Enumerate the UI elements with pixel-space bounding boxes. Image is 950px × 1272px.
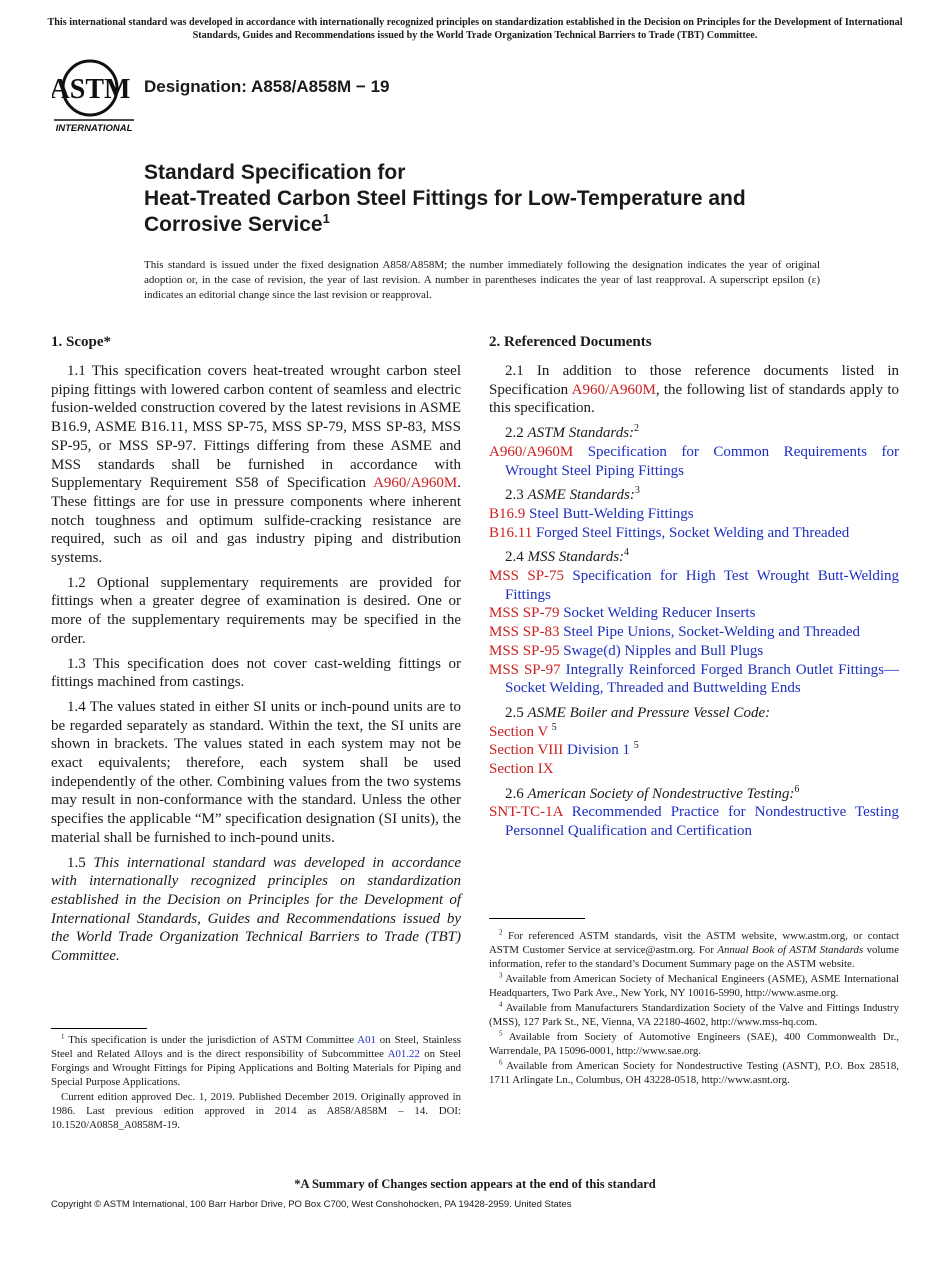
ref-group-footnote-mark: 6 (794, 783, 800, 795)
ref-code-link[interactable]: MSS SP-95 (489, 642, 560, 659)
ref-group-footnote-mark: 3 (634, 485, 640, 497)
ref-code-link[interactable]: Section V (489, 723, 549, 740)
ref-code-link[interactable]: Section VIII (489, 742, 564, 759)
scope-para-1-4: 1.4 The values stated in either SI units or inch-pound units are to be regarded separately as standard. Within the text, the SI units are shown in brackets. The values stated in each system may not be exact equivalents; therefore, each system shall be used independently of the other. Combining values from the two systems may result in non-conformance with the standard. Unless the other specifies the applicable “M” specification designation (SI units), the material shall be furnished to inch-pound units. (51, 698, 461, 846)
ref-title-link[interactable]: Specification for Common Requirements for Wrought Steel Piping Fittings (505, 443, 899, 479)
issue-statement: This standard is issued under the fixed designation A858/A858M; the number immediately following the designation indicates the year of original adoption or, in the case of revision, the year of last revision. A number in parentheses indicates the year of last reapproval. A superscript epsilon (ε) indicates an editorial change since the last revision or reapproval. (144, 259, 820, 301)
footnotes-right (489, 929, 899, 1088)
footnote-1-text-a: This specification is under the jurisdiction of ASTM Committee (68, 1034, 358, 1046)
summary-of-changes-note: *A Summary of Changes section appears at the end of this standard (294, 1177, 656, 1191)
ref-code-link[interactable]: SNT-TC-1A (489, 804, 563, 821)
footnote-5 (489, 1030, 899, 1058)
footnote-text: Available from American Society of Mechanical Engineers (ASME), ASME International Headquarters, Two Park Ave., New York, NY 10016-5990, http://www.asme.org. (489, 973, 899, 999)
footnotes-left (51, 1033, 461, 1133)
ref-list (489, 443, 899, 480)
ref-group-number: 2.3 (505, 487, 528, 504)
ref-title-link[interactable]: Steel Pipe Unions, Socket-Welding and Threaded (563, 624, 860, 641)
footnote-2 (489, 929, 899, 971)
footnote-text-tail: volume information, refer to the standard’s Document Summary page on the ASTM website. (489, 944, 899, 970)
copyright-line: Copyright © ASTM International, 100 Barr Harbor Drive, PO Box C700, West Conshohocken, PA 19428-2959. United States (51, 1199, 572, 1210)
ref-title-link[interactable]: Division 1 (567, 742, 630, 759)
footnote-4 (489, 1001, 899, 1029)
footnote-1 (51, 1033, 461, 1089)
title-line-2: Heat-Treated Carbon Steel Fittings for Low-Temperature and (144, 187, 746, 210)
astm-logo (52, 56, 136, 134)
title-line-1: Standard Specification for (144, 161, 406, 184)
ref-title-link[interactable]: Integrally Reinforced Forged Branch Outlet Fittings—Socket Welding, Threaded and Buttwelding Ends (505, 661, 900, 697)
ref-list (489, 803, 899, 840)
ref-code-link[interactable]: Section IX (489, 761, 554, 778)
footnote-text: Available from American Society for Nondestructive Testing (ASNT), P.O. Box 28518, 1711 Arlingate Ln., Columbus, OH 43228-0518, http://www.asnt.org. (489, 1060, 899, 1086)
footnote-text: For referenced ASTM standards, visit the ASTM website, www.astm.org, or contact ASTM Customer Service at service@astm.org. For (489, 930, 899, 956)
scope-para-1-5-num: 1.5 (67, 854, 94, 871)
footnote-mark: 3 (499, 971, 503, 980)
footnote-1-text-c: on Steel Forgings and Wrought Fittings for Piping Applications and Bolting Materials for Piping and Special Purpose Applications. (51, 1048, 461, 1088)
refs-para-2-1-text-a: 2.1 In addition to those reference documents listed in Specification (489, 363, 899, 398)
ref-item[interactable] (489, 623, 899, 642)
wto-notice: This international standard was developed in accordance with internationally recognized principles on standardization established in the Decision on Principles for the Development of International Standards, Guides and Recommendations issued by the World Trade Organization Technical Barriers to Trade (TBT) Committee. (47, 17, 903, 41)
astm-logo-graphic (52, 56, 136, 134)
footnote-text: Available from Society of Automotive Engineers (SAE), 400 Commonwealth Dr., Warrendale, PA 15096-0001, http://www.sae.org. (489, 1031, 899, 1057)
document-title (144, 160, 884, 238)
ref-list (489, 505, 899, 542)
ref-code-link[interactable]: B16.11 (489, 524, 533, 541)
footnote-mark: 6 (499, 1058, 503, 1067)
ref-group-label: ASME Boiler and Pressure Vessel Code: (527, 704, 771, 721)
ref-list (489, 723, 899, 779)
ref-title-link[interactable]: Specification for High Test Wrought Butt-Welding Fittings (505, 568, 900, 603)
ref-item[interactable] (489, 642, 899, 661)
footnote-rule-left (51, 1028, 147, 1029)
reference-groups (489, 424, 899, 841)
ref-group-heading (505, 424, 899, 443)
ref-group-footnote-mark: 2 (634, 423, 640, 435)
footnote-text: Available from Manufacturers Standardization Society of the Valve and Fittings Industry (MSS), 127 Park St., NE, Vienna, VA 22180-4602, http://www.mss-hq.com. (489, 1002, 899, 1028)
ref-item[interactable] (489, 443, 899, 480)
footnote-mark: 2 (499, 928, 503, 937)
ref-group-label: ASTM Standards: (527, 425, 635, 442)
link-a960-refs[interactable]: A960/A960M (571, 381, 656, 398)
footnote-1-mark: 1 (61, 1032, 65, 1041)
refs-para-2-1-text-b: , the following list of standards apply to this specification. (489, 381, 899, 417)
ref-group-number: 2.4 (505, 549, 528, 566)
scope-para-1-5-text: This international standard was developed in accordance with internationally recognized principles on standardization established in the Decision on Principles for the Development of International Standards, Guides and Recommendations issued by the World Trade Organization Technical Barriers to Trade (TBT) Committee. (51, 854, 462, 965)
footnote-6 (489, 1059, 899, 1087)
scope-para-1-1-text-a: 1.1 This specification covers heat-treated wrought carbon steel piping fittings with lowered carbon content of seamless and electric fusion-welded construction covered by the latest revisions in ASME B16.9, ASME B16.11, MSS SP-75, MSS SP-79, MSS SP-83, MSS SP-95, or MSS SP-97. Fittings differing from these ASME and MSS standards shall be furnished in accordance with Supplementary Requirement S58 of Specification (51, 363, 461, 492)
scope-para-1-1 (51, 362, 461, 568)
logo-text: INTERNATIONAL (55, 123, 133, 134)
scope-para-1-5 (51, 854, 461, 966)
left-column (51, 332, 461, 972)
scope-heading: 1. Scope* (51, 334, 111, 350)
ref-group-label: MSS Standards: (527, 549, 625, 566)
ref-code-link[interactable]: MSS SP-79 (489, 605, 560, 622)
references-heading: 2. Referenced Documents (489, 334, 652, 350)
ref-item[interactable] (489, 661, 899, 698)
link-committee-a01[interactable]: A01 (357, 1034, 376, 1046)
ref-code-link[interactable]: MSS SP-83 (489, 624, 560, 641)
ref-title-link[interactable]: Swage(d) Nipples and Bull Plugs (563, 642, 764, 659)
ref-group-label: ASME Standards: (527, 487, 635, 504)
title-line-3-text: Corrosive Service (144, 213, 323, 236)
designation: Designation: A858/A858M − 19 (144, 77, 390, 96)
footnote-italic-text: Annual Book of ASTM Standards (717, 944, 864, 956)
ref-group-number: 2.5 (505, 704, 528, 721)
ref-title-link[interactable]: Steel Butt-Welding Fittings (529, 505, 694, 522)
ref-code-link[interactable]: A960/A960M (489, 443, 574, 460)
right-column (489, 332, 899, 841)
ref-title-link[interactable]: Socket Welding Reducer Inserts (563, 605, 756, 622)
ref-group-heading (505, 704, 899, 723)
ref-item[interactable] (489, 723, 899, 742)
ref-item[interactable] (489, 604, 899, 623)
scope-para-1-1-text-b: . These fittings are for use in pressure components where inherent notch toughness and optimum sulfide-cracking resistance are required, such as oil and gas industry piping and distribution systems. (51, 475, 461, 567)
footnote-mark: 4 (499, 1000, 503, 1009)
ref-group-number: 2.6 (505, 785, 528, 802)
ref-item[interactable] (489, 760, 899, 779)
ref-title-link[interactable]: Recommended Practice for Nondestructive Testing Personnel Qualification and Certification (505, 804, 899, 840)
link-subcommittee-a01-22[interactable]: A01.22 (387, 1048, 420, 1060)
scope-para-1-2: 1.2 Optional supplementary requirements are provided for fittings when a greater degree of examination is desired. One or more of the supplementary requirements may be specified in the order. (51, 574, 461, 647)
ref-group-heading (505, 486, 899, 505)
ref-group-footnote-mark: 4 (624, 547, 630, 559)
ref-group-number: 2.2 (505, 425, 528, 442)
ref-item[interactable] (489, 505, 899, 524)
refs-para-2-1 (489, 362, 899, 418)
ref-item[interactable] (489, 524, 899, 543)
svg-text:ASTM: ASTM (52, 74, 131, 105)
scope-para-1-3: 1.3 This specification does not cover cast-welding fittings or fittings machined from castings. (51, 655, 461, 691)
ref-item-footnote-mark: 5 (633, 740, 639, 752)
ref-item[interactable] (489, 741, 899, 760)
footnote-mark: 5 (499, 1029, 503, 1038)
edition-note: Current edition approved Dec. 1, 2019. Published December 2019. Originally approved in 1986. Last previous edition approved in 2014 as A858/A858M – 14. DOI: 10.1520/A0858_A0858M-19. (51, 1091, 461, 1131)
ref-group-label: American Society of Nondestructive Testing: (527, 785, 795, 802)
ref-list (489, 567, 899, 698)
ref-code-link[interactable]: MSS SP-97 (489, 661, 561, 678)
title-footnote-mark[interactable]: 1 (322, 211, 330, 226)
link-a960[interactable]: A960/A960M (373, 475, 458, 492)
footnote-1-text-b: on Steel, Stainless Steel and Related Alloys and is the direct responsibility of Subcommittee (51, 1034, 461, 1060)
footnote-3 (489, 972, 899, 1000)
title-line-3 (144, 212, 884, 238)
ref-title-link[interactable]: Forged Steel Fittings, Socket Welding and Threaded (535, 524, 850, 541)
ref-group-heading (505, 785, 899, 804)
ref-group-heading (505, 548, 899, 567)
ref-item-footnote-mark: 5 (551, 721, 557, 733)
ref-code-link[interactable]: MSS SP-75 (489, 568, 565, 585)
ref-code-link[interactable]: B16.9 (489, 505, 526, 522)
ref-item[interactable] (489, 803, 899, 840)
ref-item[interactable] (489, 567, 899, 604)
footnote-rule-right (489, 918, 585, 919)
